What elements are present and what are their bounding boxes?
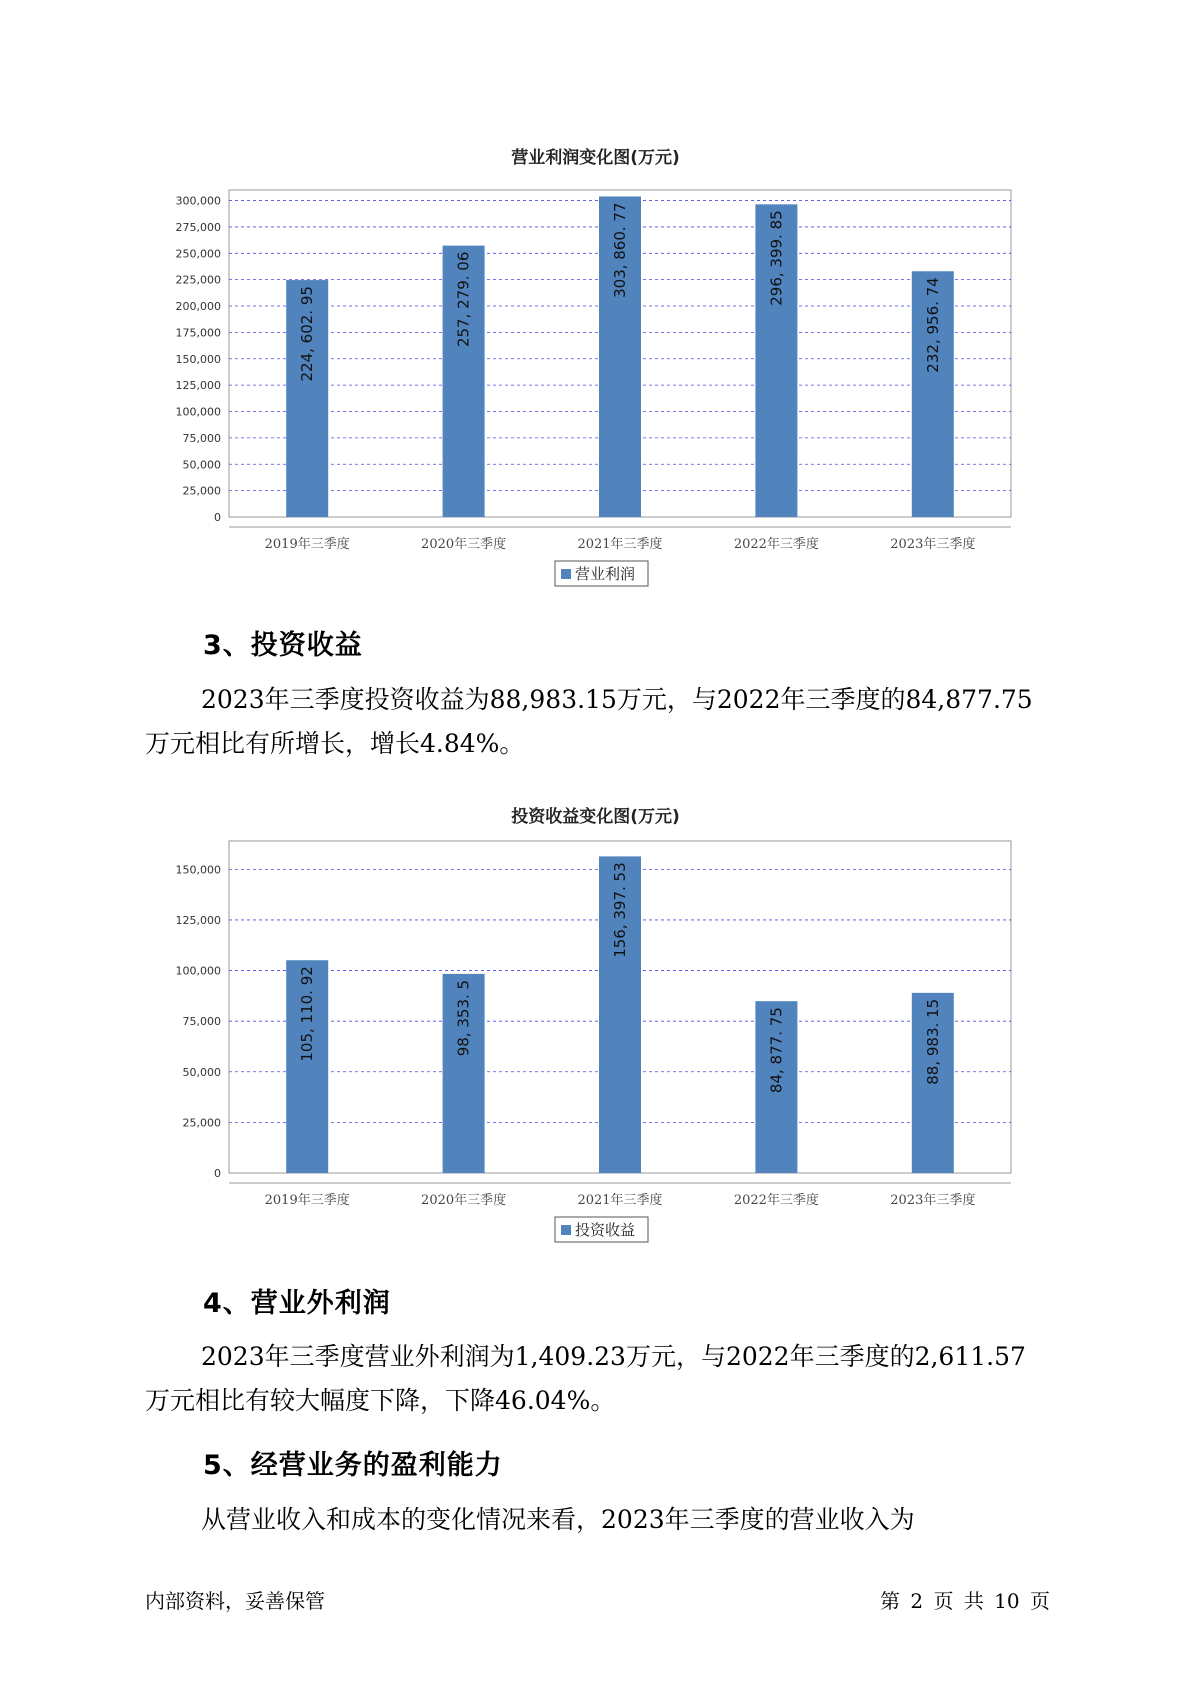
- x-tick-label: 2021年三季度: [577, 537, 663, 552]
- y-tick-label: 50,000: [182, 1065, 221, 1079]
- y-tick-label: 25,000: [182, 484, 221, 498]
- footer-page-number: 第 2 页 共 10 页: [880, 1589, 1050, 1613]
- paragraph-line: 2023年三季度投资收益为88,983.15万元，与2022年三季度的84,877.75: [201, 685, 1033, 714]
- x-tick-label: 2022年三季度: [733, 537, 819, 552]
- bar-data-label: 84, 877. 75: [767, 1007, 786, 1094]
- section-paragraph: [145, 1498, 1075, 1542]
- x-tick-label: 2021年三季度: [577, 1193, 663, 1208]
- x-tick-label: 2020年三季度: [421, 537, 507, 552]
- y-tick-label: 50,000: [182, 458, 221, 472]
- y-tick-label: 25,000: [182, 1116, 221, 1130]
- section-paragraph: [145, 678, 1075, 766]
- paragraph-line: 从营业收入和成本的变化情况来看，2023年三季度的营业收入为: [201, 1505, 915, 1534]
- bar-data-label: 156, 397. 53: [611, 862, 629, 958]
- legend-label: 投资收益: [575, 1221, 636, 1239]
- x-tick-label: 2022年三季度: [733, 1193, 819, 1208]
- section-heading: 3、投资收益: [203, 630, 363, 661]
- footer-confidential-note: 内部资料，妥善保管: [145, 1589, 325, 1613]
- y-tick-label: 100,000: [175, 405, 221, 419]
- bar-data-label: 296, 399. 85: [767, 210, 786, 306]
- y-tick-label: 100,000: [175, 964, 221, 978]
- y-tick-label: 175,000: [175, 326, 221, 340]
- y-tick-label: 275,000: [175, 220, 221, 234]
- y-tick-label: 300,000: [175, 194, 221, 208]
- y-tick-label: 150,000: [175, 863, 221, 877]
- chart-title: 营业利润变化图(万元): [511, 148, 680, 168]
- bar-data-label: 224, 602. 95: [298, 286, 317, 382]
- legend-swatch: [561, 1225, 571, 1235]
- y-tick-label: 0: [214, 511, 221, 524]
- bar-data-label: 232, 956. 74: [923, 277, 942, 373]
- x-tick-label: 2020年三季度: [421, 1193, 507, 1208]
- chart-title: 投资收益变化图(万元): [511, 807, 680, 827]
- y-tick-label: 125,000: [175, 379, 221, 393]
- paragraph-line: 万元相比有所增长，增长4.84%。: [145, 729, 525, 758]
- y-tick-label: 75,000: [182, 1015, 221, 1029]
- bar-data-label: 105, 110. 92: [298, 966, 317, 1062]
- legend-label: 营业利润: [575, 565, 636, 583]
- x-tick-label: 2019年三季度: [264, 537, 350, 552]
- paragraph-line: 万元相比有较大幅度下降，下降46.04%。: [145, 1386, 616, 1415]
- y-tick-label: 125,000: [175, 913, 221, 927]
- bar-data-label: 98, 353. 5: [454, 979, 473, 1057]
- y-tick-label: 150,000: [175, 352, 221, 366]
- paragraph-line: 2023年三季度营业外利润为1,409.23万元，与2022年三季度的2,611.57: [201, 1342, 1026, 1371]
- section-paragraph: [145, 1335, 1075, 1423]
- bar-data-label: 303, 860. 77: [611, 202, 629, 298]
- investment-income-chart: [0, 815, 1191, 1255]
- section-heading: 4、营业外利润: [203, 1288, 391, 1319]
- x-tick-label: 2023年三季度: [890, 537, 976, 552]
- y-tick-label: 225,000: [175, 273, 221, 287]
- operating-profit-chart: [0, 150, 1191, 600]
- x-tick-label: 2019年三季度: [264, 1193, 350, 1208]
- y-tick-label: 200,000: [175, 300, 221, 314]
- bar-data-label: 88, 983. 15: [923, 998, 942, 1085]
- section-heading: 5、经营业务的盈利能力: [203, 1450, 503, 1481]
- bar-data-label: 257, 279. 06: [454, 251, 473, 348]
- y-tick-label: 0: [214, 1167, 221, 1180]
- x-tick-label: 2023年三季度: [890, 1193, 976, 1208]
- y-tick-label: 75,000: [182, 431, 221, 445]
- y-tick-label: 250,000: [175, 247, 221, 261]
- legend-swatch: [561, 569, 571, 579]
